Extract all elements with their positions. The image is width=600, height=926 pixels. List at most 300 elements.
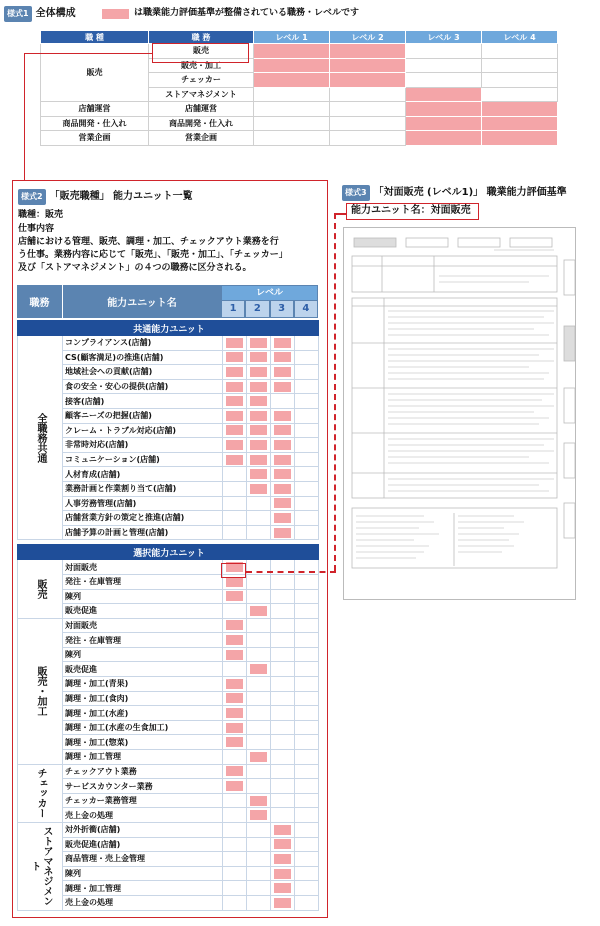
level-mark [226, 440, 243, 450]
unit-name: コンプライアンス(店舗) [63, 336, 223, 351]
unit-level-cell [223, 823, 247, 838]
unit-level-cell [271, 525, 295, 540]
overview-level-cell [330, 116, 406, 131]
overview-header-cell: 職 務 [149, 31, 254, 44]
job-group-text: ストアマネジメント [29, 826, 52, 907]
unit-level-cell [271, 438, 295, 453]
unit-name: CS(顧客満足)の推進(店舗) [63, 350, 223, 365]
unit-name: クレーム・トラブル対応(店舗) [63, 423, 223, 438]
unit-row [18, 691, 319, 706]
level-mark [274, 440, 291, 450]
job-group-text: 販売・加工 [35, 666, 46, 717]
unit-level-cell [271, 379, 295, 394]
overview-level-cell [254, 44, 330, 59]
level-mark [274, 382, 291, 392]
overview-header-cell: レベル 2 [330, 31, 406, 44]
level-mark [274, 367, 291, 377]
unit-level-cell [295, 677, 319, 692]
unit-level-cell [295, 764, 319, 779]
unit-level-cell [223, 423, 247, 438]
overview-occupation: 営業企画 [41, 131, 149, 146]
overview-row [41, 131, 558, 146]
unit-level-cell [295, 720, 319, 735]
level-mark [250, 425, 267, 435]
unit-name: 対面販売 [63, 560, 223, 575]
level-mark [274, 469, 291, 479]
unit-level-cell [295, 379, 319, 394]
unit-name: 顧客ニーズの把握(店舗) [63, 408, 223, 423]
level-mark [250, 338, 267, 348]
overview-level-cell [406, 116, 482, 131]
s2-highlight-unit [221, 563, 246, 578]
h-level: レベル [222, 286, 317, 300]
unit-name: 人事労務管理(店舗) [63, 496, 223, 511]
h-unit: 能力ユニット名 [107, 298, 177, 309]
unit-name: 人材育成(店舗) [63, 467, 223, 482]
section-row [18, 321, 319, 336]
unit-level-cell [223, 633, 247, 648]
overview-level-cell [330, 102, 406, 117]
overview-level-cell [330, 131, 406, 146]
unit-level-cell [223, 496, 247, 511]
unit-row [18, 604, 319, 619]
level-mark [274, 425, 291, 435]
unit-level-cell [223, 677, 247, 692]
overview-level-cell [254, 131, 330, 146]
unit-level-cell [271, 837, 295, 852]
h-job: 職務 [29, 298, 50, 309]
overview-job: 営業企画 [149, 131, 254, 146]
overview-level-cell [330, 73, 406, 88]
overview-header-cell: レベル 3 [406, 31, 482, 44]
unit-level-cell [271, 511, 295, 526]
unit-level-cell [223, 394, 247, 409]
level-mark [274, 528, 291, 538]
desc-line: 及び「ストアマネジメント」の４つの職務に区分される。 [18, 263, 252, 273]
unit-level-cell [271, 793, 295, 808]
unit-row [18, 647, 319, 662]
unit-level-cell [271, 764, 295, 779]
unit-level-cell [271, 365, 295, 380]
overview-level-cell [482, 131, 558, 146]
unit-name: 売上金の処理 [63, 895, 223, 910]
unit-level-cell [247, 589, 271, 604]
unit-level-cell [223, 350, 247, 365]
unit-name: 店舗予算の計画と管理(店舗) [63, 525, 223, 540]
unit-name: 販売促進 [63, 604, 223, 619]
job-group-label [18, 560, 63, 618]
overview-header-cell: レベル 4 [482, 31, 558, 44]
unit-level-cell [223, 808, 247, 823]
level-mark [274, 498, 291, 508]
unit-level-cell [271, 394, 295, 409]
unit-name: サービスカウンター業務 [63, 779, 223, 794]
unit-name: 陳列 [63, 589, 223, 604]
unit-level-cell [271, 750, 295, 765]
s1-heading [4, 6, 76, 22]
level-mark [226, 781, 243, 791]
connector-line [24, 53, 152, 54]
unit-level-cell [271, 808, 295, 823]
unit-level-cell [247, 481, 271, 496]
unit-name: 調理・加工(食肉) [63, 691, 223, 706]
level-mark [226, 455, 243, 465]
unit-name: 調理・加工管理 [63, 750, 223, 765]
unit-name: 調理・加工(惣菜) [63, 735, 223, 750]
unit-level-cell [295, 633, 319, 648]
unit-level-cell [271, 408, 295, 423]
unit-row [18, 496, 319, 511]
unit-name: コミュニケーション(店舗) [63, 452, 223, 467]
section-title: 選択能力ユニット [18, 545, 319, 560]
unit-level-cell [295, 895, 319, 910]
level-3: 3 [271, 301, 293, 317]
overview-level-cell [482, 102, 558, 117]
unit-level-cell [295, 511, 319, 526]
overview-level-cell [406, 73, 482, 88]
overview-row [41, 116, 558, 131]
unit-level-cell [271, 496, 295, 511]
unit-level-cell [247, 647, 271, 662]
section-title: 共通能力ユニット [18, 321, 319, 336]
unit-level-cell [295, 779, 319, 794]
evaluation-sheet-thumbnail [343, 227, 576, 600]
unit-level-cell [247, 394, 271, 409]
unit-level-cell [271, 823, 295, 838]
unit-row [18, 365, 319, 380]
unit-level-cell [247, 677, 271, 692]
level-mark [250, 382, 267, 392]
unit-level-cell [271, 647, 295, 662]
unit-level-cell [223, 365, 247, 380]
unit-level-cell [295, 589, 319, 604]
level-mark [250, 796, 267, 806]
unit-level-cell [223, 379, 247, 394]
unit-level-cell [295, 662, 319, 677]
unit-name: 発注・在庫管理 [63, 574, 223, 589]
unit-level-cell [271, 350, 295, 365]
level-mark [250, 440, 267, 450]
unit-level-cell [223, 881, 247, 896]
overview-level-cell [330, 87, 406, 102]
level-mark [274, 338, 291, 348]
level-mark [226, 723, 243, 733]
unit-level-cell [223, 618, 247, 633]
unit-name: 商品管理・売上金管理 [63, 852, 223, 867]
overview-level-cell [254, 102, 330, 117]
unit-level-cell [247, 750, 271, 765]
unit-row [18, 662, 319, 677]
overview-job: 商品開発・仕入れ [149, 116, 254, 131]
unit-level-cell [247, 423, 271, 438]
unit-level-cell [295, 837, 319, 852]
overview-job: 店舗運営 [149, 102, 254, 117]
unit-level-cell [247, 379, 271, 394]
unit-level-cell [223, 336, 247, 351]
level-mark [226, 693, 243, 703]
level-mark [250, 606, 267, 616]
unit-level-cell [247, 691, 271, 706]
unit-name: 業務計画と作業割り当て(店舗) [63, 481, 223, 496]
unit-row [18, 764, 319, 779]
unit-row [18, 895, 319, 910]
overview-level-cell [406, 58, 482, 73]
unit-row [18, 808, 319, 823]
unit-row [18, 706, 319, 721]
unit-row [18, 525, 319, 540]
unit-level-cell [295, 604, 319, 619]
overview-level-cell [254, 87, 330, 102]
unit-level-cell [295, 881, 319, 896]
unit-row [18, 779, 319, 794]
unit-level-cell [271, 618, 295, 633]
unit-level-cell [247, 618, 271, 633]
unit-row [18, 735, 319, 750]
level-mark [250, 752, 267, 762]
overview-occupation: 商品開発・仕入れ [41, 116, 149, 131]
unit-level-cell [271, 589, 295, 604]
unit-row [18, 881, 319, 896]
unit-level-cell [271, 881, 295, 896]
overview-level-cell [482, 58, 558, 73]
unit-level-cell [295, 823, 319, 838]
unit-level-cell [223, 691, 247, 706]
overview-occupation: 販売 [41, 44, 149, 102]
overview-job: ストアマネジメント [149, 87, 254, 102]
unit-level-cell [247, 604, 271, 619]
level-mark [274, 825, 291, 835]
unit-row [18, 677, 319, 692]
unit-row [18, 379, 319, 394]
unit-level-cell [223, 452, 247, 467]
level-mark [226, 708, 243, 718]
unit-level-cell [223, 511, 247, 526]
overview-job: チェッカー [149, 73, 254, 88]
unit-row [18, 750, 319, 765]
overview-level-cell [406, 131, 482, 146]
unit-row [18, 423, 319, 438]
level-mark [274, 411, 291, 421]
level-mark [226, 382, 243, 392]
level-mark [226, 411, 243, 421]
unit-name: 売上金の処理 [63, 808, 223, 823]
unit-row [18, 408, 319, 423]
overview-level-cell [406, 44, 482, 59]
unit-level-cell [223, 852, 247, 867]
unit-level-cell [223, 604, 247, 619]
job-group-label [18, 764, 63, 822]
overview-level-cell [406, 102, 482, 117]
unit-level-cell [295, 336, 319, 351]
unit-name: 対面販売 [63, 618, 223, 633]
unit-level-cell [295, 438, 319, 453]
unit-level-cell [295, 350, 319, 365]
unit-level-cell [271, 706, 295, 721]
unit-row [18, 618, 319, 633]
desc-line: 店舗における管理、販売、調理・加工、チェックアウト業務を行 [18, 237, 279, 247]
level-mark [226, 591, 243, 601]
evaluation-sheet-graphic [344, 228, 577, 601]
unit-row [18, 837, 319, 852]
unit-level-cell [223, 895, 247, 910]
unit-row [18, 350, 319, 365]
level-mark [274, 839, 291, 849]
job-group-text: 販売 [35, 579, 46, 599]
unit-level-cell [247, 895, 271, 910]
unit-level-cell [271, 677, 295, 692]
unit-row [18, 438, 319, 453]
unit-row [18, 574, 319, 589]
level-mark [226, 338, 243, 348]
unit-level-cell [271, 574, 295, 589]
unit-level-cell [271, 852, 295, 867]
level-4: 4 [295, 301, 317, 317]
unit-level-cell [295, 706, 319, 721]
unit-level-cell [295, 574, 319, 589]
unit-level-cell [223, 481, 247, 496]
overview-table [40, 30, 558, 146]
legend-swatch [102, 9, 129, 19]
unit-name: 陳列 [63, 866, 223, 881]
unit-level-cell [247, 365, 271, 380]
unit-level-cell [271, 423, 295, 438]
overview-header-cell: 職 種 [41, 31, 149, 44]
unit-name: 食の安全・安心の提供(店舗) [63, 379, 223, 394]
overview-level-cell [330, 44, 406, 59]
unit-level-cell [223, 866, 247, 881]
unit-level-cell [271, 720, 295, 735]
unit-level-cell [247, 779, 271, 794]
unit-level-cell [223, 706, 247, 721]
unit-name: 店舗営業方針の策定と推進(店舗) [63, 511, 223, 526]
unit-level-cell [247, 823, 271, 838]
overview-level-cell [330, 58, 406, 73]
unit-level-cell [223, 589, 247, 604]
level-mark [250, 484, 267, 494]
unit-level-cell [223, 647, 247, 662]
unit-name: チェックアウト業務 [63, 764, 223, 779]
unit-level-cell [223, 720, 247, 735]
overview-level-cell [482, 44, 558, 59]
unit-level-cell [271, 633, 295, 648]
job-group-label [18, 336, 63, 540]
unit-level-cell [271, 336, 295, 351]
occupation: 職種：販売 [18, 210, 64, 220]
unit-level-cell [271, 779, 295, 794]
unit-name: チェッカー業務管理 [63, 793, 223, 808]
unit-level-cell [247, 574, 271, 589]
unit-level-cell [247, 764, 271, 779]
section-row [18, 545, 319, 560]
legend-text: は職業能力評価基準が整備されている職務・レベルです [134, 8, 360, 18]
unit-level-cell [247, 452, 271, 467]
unit-name: 地域社会への貢献(店舗) [63, 365, 223, 380]
unit-level-cell [295, 467, 319, 482]
unit-level-cell [223, 525, 247, 540]
unit-level-cell [295, 365, 319, 380]
unit-level-cell [295, 496, 319, 511]
unit-level-cell [247, 881, 271, 896]
unit-level-cell [295, 866, 319, 881]
level-mark [250, 367, 267, 377]
unit-level-cell [223, 662, 247, 677]
level-mark [250, 352, 267, 362]
unit-level-cell [295, 525, 319, 540]
unit-level-cell [247, 467, 271, 482]
unit-level-cell [223, 764, 247, 779]
unit-name: 調理・加工(水産の生食加工) [63, 720, 223, 735]
overview-job: 販売 [149, 44, 254, 59]
unit-level-cell [223, 467, 247, 482]
unit-row [18, 452, 319, 467]
unit-name: 調理・加工管理 [63, 881, 223, 896]
unit-table [17, 320, 319, 911]
unit-level-cell [223, 408, 247, 423]
job-group-text: 全職務共通 [35, 412, 46, 463]
level-mark [226, 766, 243, 776]
job-group-label [18, 823, 63, 911]
job-group-label [18, 618, 63, 764]
level-1: 1 [222, 301, 244, 317]
unit-level-cell [247, 866, 271, 881]
work-description [18, 236, 288, 275]
level-mark [226, 650, 243, 660]
overview-level-cell [482, 73, 558, 88]
unit-level-cell [247, 706, 271, 721]
level-mark [274, 883, 291, 893]
unit-level-cell [271, 604, 295, 619]
desc-line: う仕事。業務内容に応じて「販売」、「販売・加工」、「チェッカー」 [18, 250, 288, 260]
connector-line [24, 53, 25, 181]
unit-level-cell [295, 394, 319, 409]
unit-name: 接客(店舗) [63, 394, 223, 409]
s1-tag: 様式1 [4, 6, 32, 22]
unit-name: 販売促進(店舗) [63, 837, 223, 852]
unit-level-cell [247, 808, 271, 823]
level-mark [250, 411, 267, 421]
unit-level-cell [247, 837, 271, 852]
s3-tag: 様式3 [342, 185, 370, 201]
overview-row [41, 44, 558, 59]
job-group-text: チェッカー [35, 768, 46, 819]
unit-level-cell [295, 408, 319, 423]
overview-level-cell [254, 58, 330, 73]
unit-row [18, 866, 319, 881]
unit-level-cell [295, 691, 319, 706]
level-mark [274, 352, 291, 362]
unit-level-cell [295, 808, 319, 823]
unit-row [18, 481, 319, 496]
unit-level-cell [247, 662, 271, 677]
unit-level-cell [247, 793, 271, 808]
level-mark [274, 898, 291, 908]
s3-unit-title: 能力ユニット名：対面販売 [346, 203, 479, 220]
level-mark [250, 810, 267, 820]
unit-row [18, 589, 319, 604]
unit-level-cell [295, 618, 319, 633]
unit-name: 販売促進 [63, 662, 223, 677]
unit-row [18, 852, 319, 867]
dashed-connector [334, 213, 346, 215]
unit-row [18, 793, 319, 808]
unit-level-cell [271, 452, 295, 467]
overview-level-cell [482, 87, 558, 102]
unit-level-cell [247, 511, 271, 526]
level-mark [274, 513, 291, 523]
unit-level-cell [295, 647, 319, 662]
s3-heading [342, 185, 567, 201]
level-mark [226, 620, 243, 630]
